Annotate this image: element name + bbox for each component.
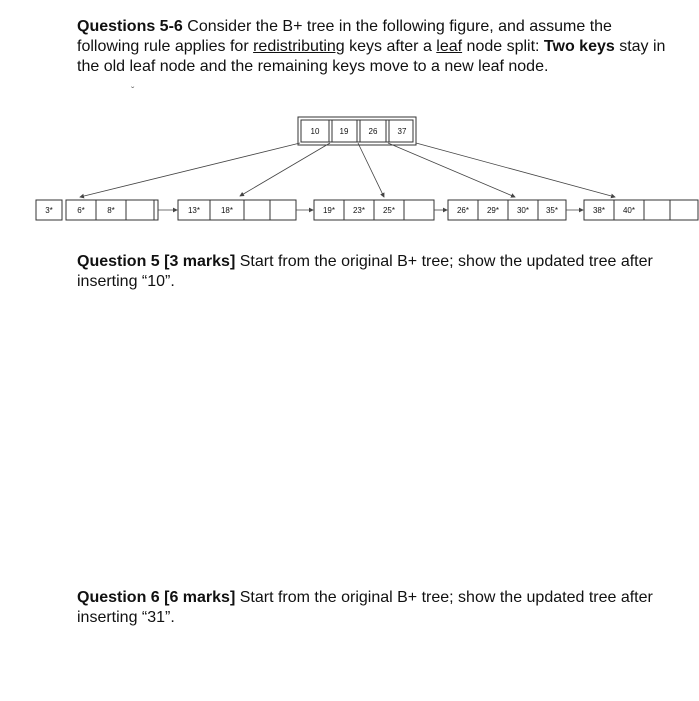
leaf-key: 19* [322, 206, 336, 215]
leaf-key: 6* [77, 206, 85, 215]
question-6-text: Start from the original B+ tree; show the updated tree after inserting “31”. [77, 589, 653, 626]
leaf-underlined: leaf [436, 38, 463, 55]
leaf-key: 18* [220, 206, 234, 215]
leaf-key: 26* [456, 206, 470, 215]
intro-text-2: keys after a [344, 38, 437, 55]
leaf-key: 13* [187, 206, 201, 215]
root-key: 37 [397, 127, 407, 136]
leaf-key: 40* [622, 206, 636, 215]
root-key: 26 [368, 127, 378, 136]
two-keys-bold: Two keys [543, 38, 615, 55]
bplus-tree-figure [0, 110, 699, 230]
leaf-key: 23* [352, 206, 366, 215]
intro-heading: Questions 5-6 [77, 18, 183, 35]
root-key: 19 [339, 127, 349, 136]
intro-text-4: stay in the old leaf node and the remaining keys move to a new leaf node. [77, 38, 666, 75]
leaf-key: 29* [486, 206, 500, 215]
leaf-key: 8* [107, 206, 115, 215]
intro-text-3: node split: [462, 38, 544, 55]
question-5 [77, 252, 677, 292]
question-6 [77, 588, 677, 628]
intro-text-1: Consider the B+ tree in the following figure, and assume the following rule applies for [77, 18, 612, 55]
leaf-key: 3* [45, 206, 53, 215]
intro-paragraph [77, 17, 677, 77]
leaf-key: 30* [516, 206, 530, 215]
stray-mark: ˇ [131, 86, 135, 97]
question-6-label: Question 6 [6 marks] [77, 589, 236, 606]
leaf-key: 25* [382, 206, 396, 215]
tree-pointers [80, 143, 615, 197]
leaf-key: 38* [592, 206, 606, 215]
question-5-text: Start from the original B+ tree; show the updated tree after inserting “10”. [77, 253, 653, 290]
redistributing-underlined: redistributing [253, 38, 345, 55]
leaf-key: 35* [545, 206, 559, 215]
root-key: 10 [310, 127, 320, 136]
question-5-label: Question 5 [3 marks] [77, 253, 236, 270]
